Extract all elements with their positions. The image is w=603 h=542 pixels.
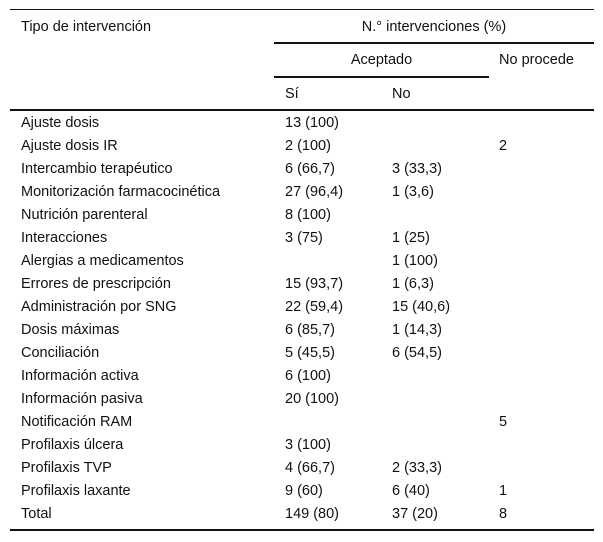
cell-yes: 6 (100) <box>285 368 331 384</box>
cell-type: Alergias a medicamentos <box>21 253 184 269</box>
cell-no: 1 (6,3) <box>392 276 434 292</box>
cell-type: Ajuste dosis <box>21 115 100 131</box>
cell-not-applicable: 5 <box>499 414 508 430</box>
cell-yes: 3 (100) <box>285 437 331 453</box>
cell-type: Profilaxis TVP <box>21 460 112 476</box>
group-rule <box>274 42 594 44</box>
header-bottom-rule <box>10 109 594 111</box>
cell-no: 6 (40) <box>392 483 430 499</box>
cell-yes: 8 (100) <box>285 207 331 223</box>
cell-yes: 5 (45,5) <box>285 345 335 361</box>
cell-type: Monitorización farmacocinética <box>21 184 221 200</box>
cell-yes: 149 (80) <box>285 506 340 522</box>
cell-type: Errores de prescripción <box>21 276 171 292</box>
cell-no: 1 (100) <box>392 253 438 269</box>
cell-type: Información pasiva <box>21 391 143 407</box>
cell-no: 2 (33,3) <box>392 460 442 476</box>
cell-type: Información activa <box>21 368 139 384</box>
cell-no: 1 (14,3) <box>392 322 442 338</box>
cell-no: 1 (25) <box>392 230 430 246</box>
cell-yes: 3 (75) <box>285 230 323 246</box>
accepted-rule <box>274 76 489 78</box>
table-bottom-rule <box>10 529 594 531</box>
header-yes: Sí <box>285 86 299 102</box>
cell-type: Dosis máximas <box>21 322 120 338</box>
cell-yes: 6 (66,7) <box>285 161 335 177</box>
cell-type: Notificación RAM <box>21 414 133 430</box>
top-rule <box>10 9 594 10</box>
cell-yes: 4 (66,7) <box>285 460 335 476</box>
cell-yes: 22 (59,4) <box>285 299 344 315</box>
cell-not-applicable: 2 <box>499 138 508 154</box>
cell-no: 1 (3,6) <box>392 184 434 200</box>
cell-yes: 9 (60) <box>285 483 323 499</box>
header-accepted: Aceptado <box>350 52 413 68</box>
cell-type: Ajuste dosis IR <box>21 138 118 154</box>
cell-yes: 2 (100) <box>285 138 331 154</box>
cell-no: 6 (54,5) <box>392 345 442 361</box>
cell-type: Profilaxis úlcera <box>21 437 124 453</box>
header-no: No <box>392 86 411 102</box>
cell-no: 3 (33,3) <box>392 161 442 177</box>
cell-type: Total <box>21 506 52 522</box>
header-not-applicable: No procede <box>499 52 574 68</box>
header-type: Tipo de intervención <box>21 19 152 35</box>
cell-yes: 13 (100) <box>285 115 340 131</box>
cell-yes: 6 (85,7) <box>285 322 335 338</box>
cell-type: Administración por SNG <box>21 299 177 315</box>
header-group: N.° intervenciones (%) <box>361 19 507 35</box>
cell-type: Profilaxis laxante <box>21 483 131 499</box>
cell-not-applicable: 8 <box>499 506 508 522</box>
cell-type: Conciliación <box>21 345 100 361</box>
cell-yes: 20 (100) <box>285 391 340 407</box>
cell-type: Interacciones <box>21 230 108 246</box>
cell-yes: 15 (93,7) <box>285 276 344 292</box>
cell-no: 15 (40,6) <box>392 299 451 315</box>
cell-yes: 27 (96,4) <box>285 184 344 200</box>
cell-type: Nutrición parenteral <box>21 207 148 223</box>
cell-no: 37 (20) <box>392 506 438 522</box>
cell-type: Intercambio terapéutico <box>21 161 173 177</box>
cell-not-applicable: 1 <box>499 483 508 499</box>
